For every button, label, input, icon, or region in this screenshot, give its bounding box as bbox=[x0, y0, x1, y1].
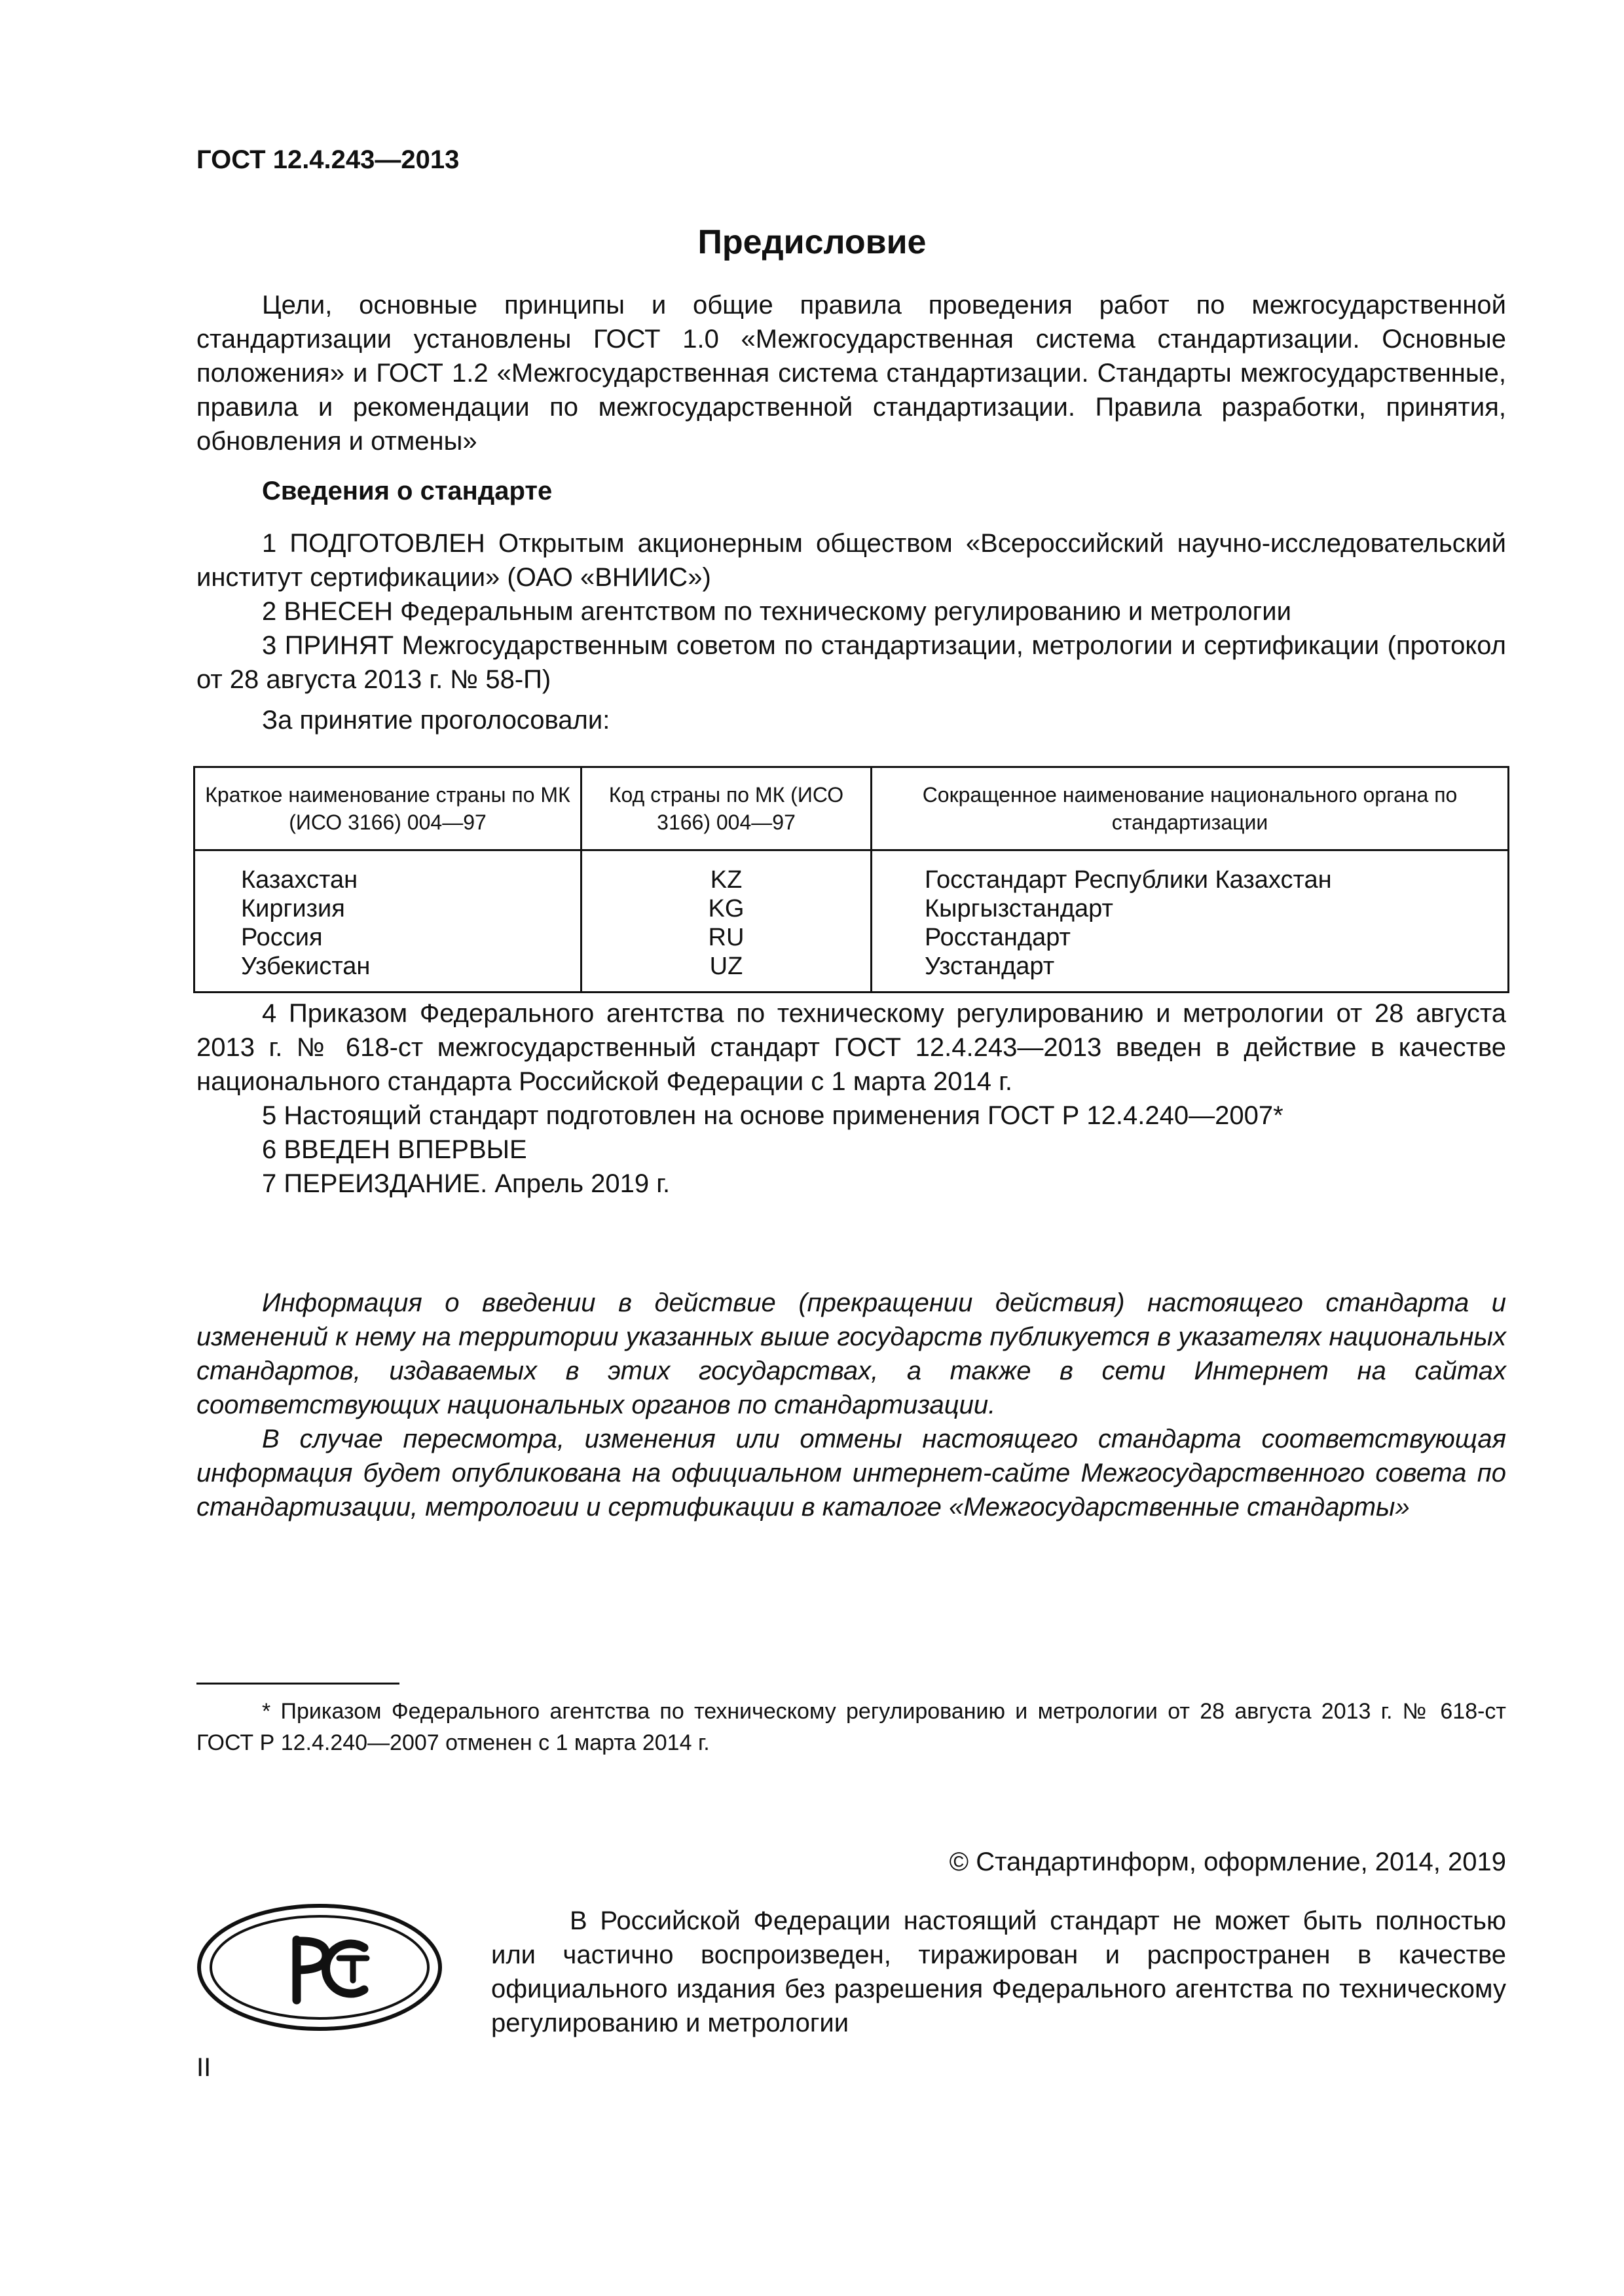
body-cell: Росстандарт bbox=[872, 923, 1509, 952]
body-cell: Кыргызстандарт bbox=[872, 894, 1509, 923]
info-paragraph-1: Информация о введении в действие (прекращении действия) настоящего стандарта и изменений к нему на территории указанных выше государств публикуется в указателях национальных стандартов, издаваемых в этих государствах, а также в сети Интернет на сайтах соответствующих национальных органов по стандартизации. bbox=[196, 1288, 1506, 1419]
info-paragraph-2: В случае пересмотра, изменения или отмены настоящего стандарта соответствующая информация будет опубликована на официальном интернет-сайте Межгосударственного совета по стандартизации, метрологии и сертификации в каталоге «Межгосударственные стандарты» bbox=[196, 1425, 1506, 1522]
country-cell: Россия bbox=[194, 923, 581, 952]
voting-table bbox=[193, 766, 1509, 993]
page-number: II bbox=[196, 2053, 212, 2082]
copyright-notice: В Российской Федерации настоящий стандарт не может быть полностью или частично воспроизведен, тиражирован и распространен в качестве официального издания без разрешения Федерального агентства по техническому регулированию и метрологии bbox=[491, 1906, 1506, 2037]
table-row bbox=[194, 952, 1509, 993]
footnote-divider bbox=[196, 1683, 399, 1685]
column-header-body: Сокращенное наименование национального органа по стандартизации bbox=[872, 767, 1509, 850]
country-cell: Киргизия bbox=[194, 894, 581, 923]
body-cell: Узстандарт bbox=[872, 952, 1509, 993]
item-7: 7 ПЕРЕИЗДАНИЕ. Апрель 2019 г. bbox=[262, 1169, 671, 1198]
document-header: ГОСТ 12.4.243—2013 bbox=[196, 145, 460, 174]
item-2: 2 ВНЕСЕН Федеральным агентством по техническому регулированию и метрологии bbox=[262, 597, 1291, 626]
table-row bbox=[194, 923, 1509, 952]
code-cell: KZ bbox=[581, 850, 872, 895]
code-cell: RU bbox=[581, 923, 872, 952]
item-1: 1 ПОДГОТОВЛЕН Открытым акционерным обществом «Всероссийский научно-исследовательский институт сертификации» (ОАО «ВНИИС») bbox=[196, 529, 1506, 592]
item-6: 6 ВВЕДЕН ВПЕРВЫЕ bbox=[262, 1135, 527, 1164]
footnote: * Приказом Федерального агентства по техническому регулированию и метрологии от 28 августа 2013 г. № 618-ст ГОСТ Р 12.4.240—2007 отменен с 1 марта 2014 г. bbox=[196, 1699, 1506, 1755]
vote-label: За принятие проголосовали: bbox=[262, 706, 610, 735]
country-cell: Казахстан bbox=[194, 850, 581, 895]
section-heading: Сведения о стандарте bbox=[262, 477, 553, 505]
column-header-country: Краткое наименование страны по МК (ИСО 3166) 004—97 bbox=[194, 767, 581, 850]
table-row bbox=[194, 850, 1509, 895]
body-cell: Госстандарт Республики Казахстан bbox=[872, 850, 1509, 895]
country-cell: Узбекистан bbox=[194, 952, 581, 993]
column-header-code: Код страны по МК (ИСО 3166) 004—97 bbox=[581, 767, 872, 850]
code-cell: KG bbox=[581, 894, 872, 923]
item-5: 5 Настоящий стандарт подготовлен на основе применения ГОСТ Р 12.4.240—2007* bbox=[262, 1101, 1283, 1130]
table-row bbox=[194, 894, 1509, 923]
rst-logo-graphic bbox=[195, 1902, 444, 2033]
page-title: Предисловие bbox=[697, 223, 927, 261]
table-header-row bbox=[194, 767, 1509, 850]
item-4: 4 Приказом Федерального агентства по техническому регулированию и метрологии от 28 августа 2013 г. № 618-ст межгосударственный стандарт ГОСТ 12.4.243—2013 введен в действие в качестве национального стандарта Российской Федерации с 1 марта 2014 г. bbox=[196, 999, 1506, 1096]
intro-paragraph: Цели, основные принципы и общие правила проведения работ по межгосударственной стандартизации установлены ГОСТ 1.0 «Межгосударственная система стандартизации. Основные положения» и ГОСТ 1.2 «Межгосударственная система стандартизации. Стандарты межгосударственные, правила и рекомендации по межгосударственной стандартизации. Правила разработки, принятия, обновления и отмены» bbox=[196, 291, 1506, 456]
code-cell: UZ bbox=[581, 952, 872, 993]
rst-logo-icon bbox=[195, 1902, 444, 2036]
item-3: 3 ПРИНЯТ Межгосударственным советом по стандартизации, метрологии и сертификации (протокол от 28 августа 2013 г. № 58-П) bbox=[196, 631, 1506, 694]
copyright-line: © Стандартинформ, оформление, 2014, 2019 bbox=[949, 1848, 1506, 1876]
